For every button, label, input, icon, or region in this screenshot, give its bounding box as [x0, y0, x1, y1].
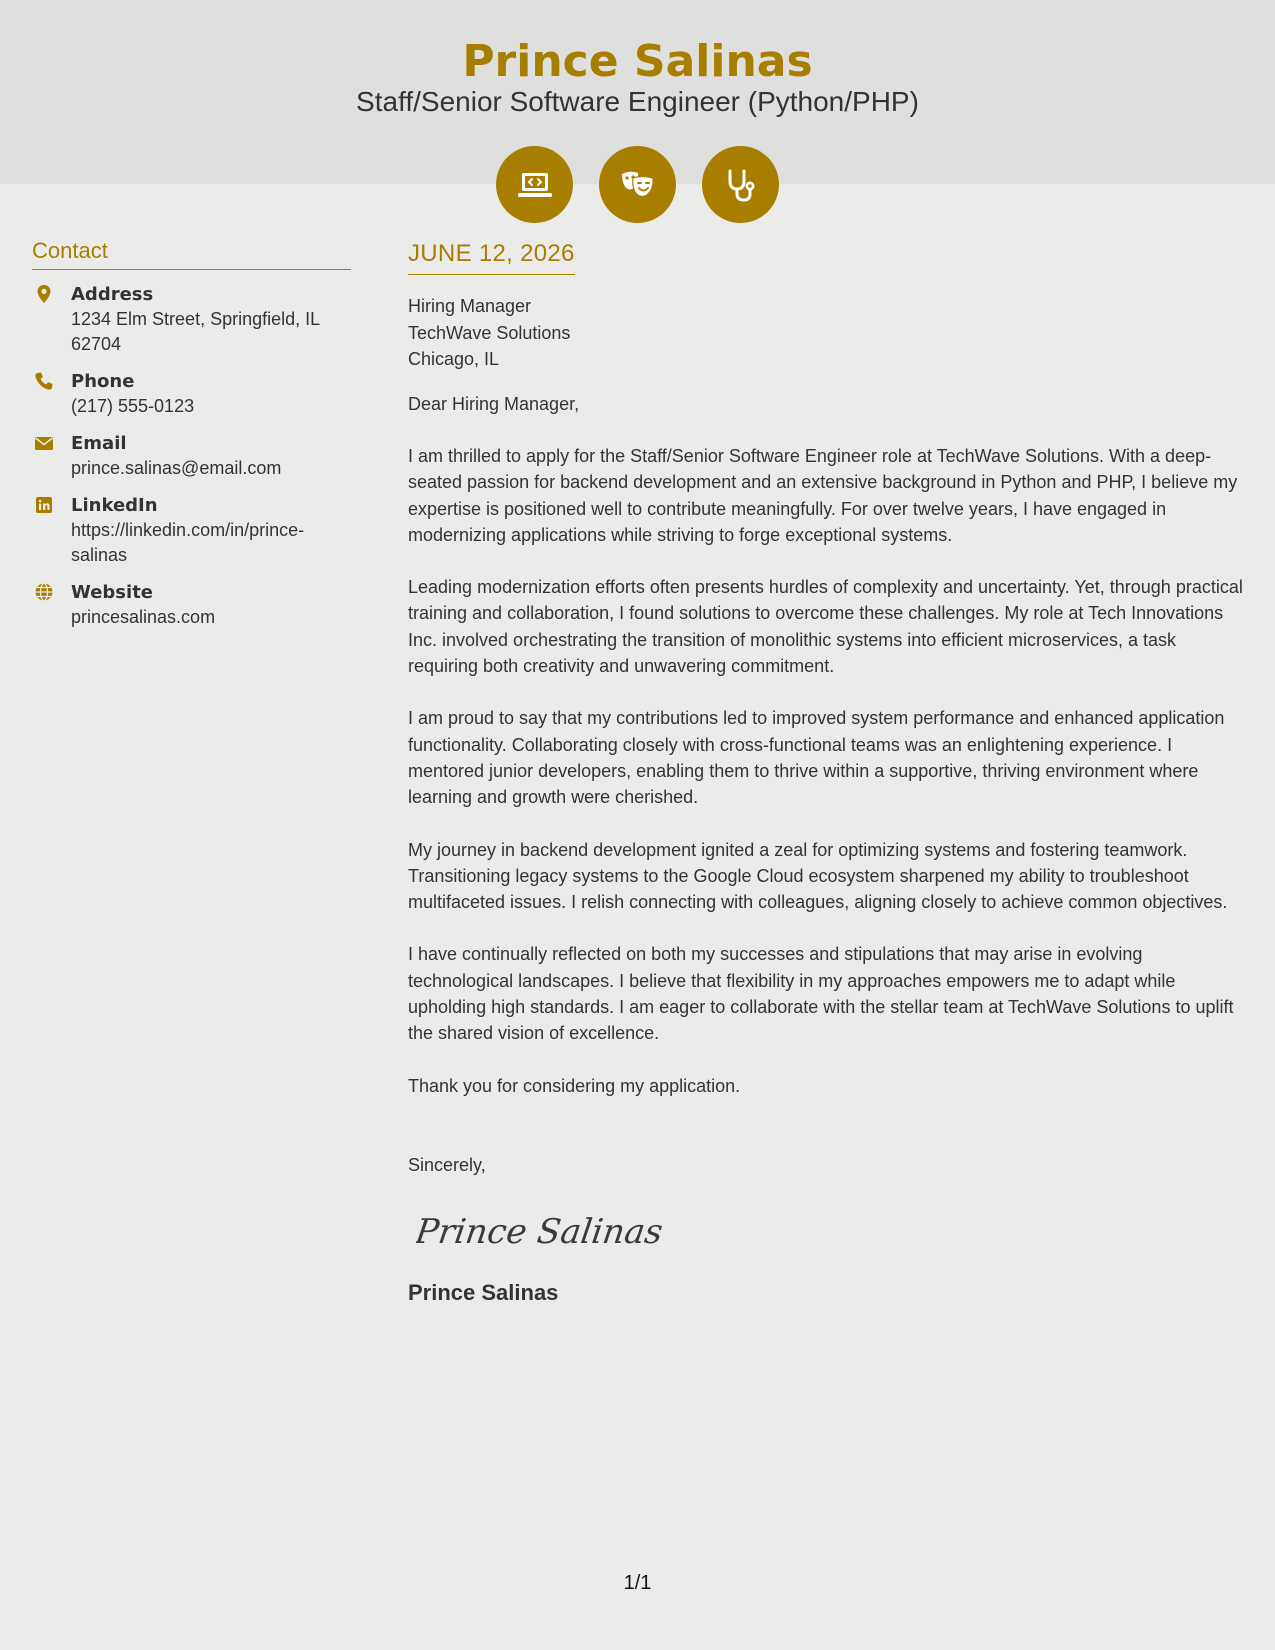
recipient-location: Chicago, IL [408, 349, 500, 369]
linkedin-icon [34, 495, 54, 515]
map-pin-icon [34, 284, 54, 304]
contact-label: Email [71, 433, 127, 454]
header-icons [0, 146, 1275, 223]
recipient-company: TechWave Solutions [408, 322, 571, 343]
contact-value: https://linkedin.com/in/prince-salinas [71, 520, 305, 565]
contact-value: (217) 555-0123 [71, 396, 195, 416]
letter-body [408, 240, 1248, 1306]
signature [416, 1201, 676, 1261]
theater-masks-icon [599, 146, 676, 223]
contact-address [32, 282, 351, 357]
contact-label: LinkedIn [71, 495, 158, 516]
contact-value: prince.salinas@email.com [71, 458, 282, 478]
contact-sidebar [32, 238, 351, 630]
letter-date: JUNE 12, 2026 [408, 240, 575, 275]
paragraph: I am proud to say that my contributions led to improved system performance and enhanced application functionality. Collaborating closely with cross-functional teams was an enlightening experience. I mentored junior developers, enabling them to thrive within a supportive, thriving environment where learning and growth were cherished. [408, 708, 1225, 808]
closing: Sincerely, [408, 1155, 486, 1176]
phone-icon [34, 371, 54, 391]
signer-name: Prince Salinas [408, 1279, 559, 1305]
job-title: Staff/Senior Software Engineer (Python/PHP) [356, 86, 919, 117]
contact-value: 1234 Elm Street, Springfield, IL 62704 [71, 309, 320, 354]
contact-label: Address [71, 284, 154, 305]
signature-text: Prince Salinas [416, 1211, 666, 1252]
contact-label: Phone [71, 371, 135, 392]
contact-label: Website [71, 582, 154, 603]
contact-linkedin [32, 493, 351, 568]
candidate-name: Prince Salinas [462, 36, 813, 87]
paragraph: I am thrilled to apply for the Staff/Senior Software Engineer role at TechWave Solutions. With a deep-seated passion for backend development and an extensive background in Python and PHP, I believe my expertise is positioned well to contribute meaningfully. For over twelve years, I have engaged in modernizing applications while striving to forge exceptional systems. [408, 446, 1238, 545]
stethoscope-icon [702, 146, 779, 223]
page-number: 1/1 [623, 1572, 652, 1594]
thanks-line: Thank you for considering my application. [408, 1075, 741, 1096]
contact-email [32, 431, 351, 481]
envelope-icon [34, 433, 54, 453]
globe-icon [34, 582, 54, 602]
salutation: Dear Hiring Manager, [408, 393, 580, 414]
paragraph: I have continually reflected on both my successes and stipulations that may arise in evolving technological landscapes. I believe that flexibility in my approaches empowers me to adapt while upholding high standards. I am eager to collaborate with the stellar team at TechWave Solutions to uplift the shared vision of excellence. [408, 944, 1234, 1044]
paragraph: Leading modernization efforts often presents hurdles of complexity and uncertainty. Yet, through practical training and collaboration, I found solutions to overcome these challenges. My role at Tech Innovations Inc. involved orchestrating the transition of monolithic systems into efficient microservices, a task requiring both creativity and unwavering commitment. [408, 577, 1243, 677]
contact-website [32, 580, 351, 630]
contact-value: princesalinas.com [71, 607, 216, 627]
recipient-name: Hiring Manager [408, 296, 532, 316]
laptop-code-icon [496, 146, 573, 223]
contact-phone [32, 369, 351, 419]
paragraph: My journey in backend development ignited a zeal for optimizing systems and fostering teamwork. Transitioning legacy systems to the Google Cloud ecosystem sharpened my ability to troubleshoot multifaceted issues. I relish connecting with colleagues, aligning closely to achieve common objectives. [408, 839, 1228, 913]
recipient-block [408, 293, 1248, 373]
contact-heading: Contact [32, 238, 351, 270]
